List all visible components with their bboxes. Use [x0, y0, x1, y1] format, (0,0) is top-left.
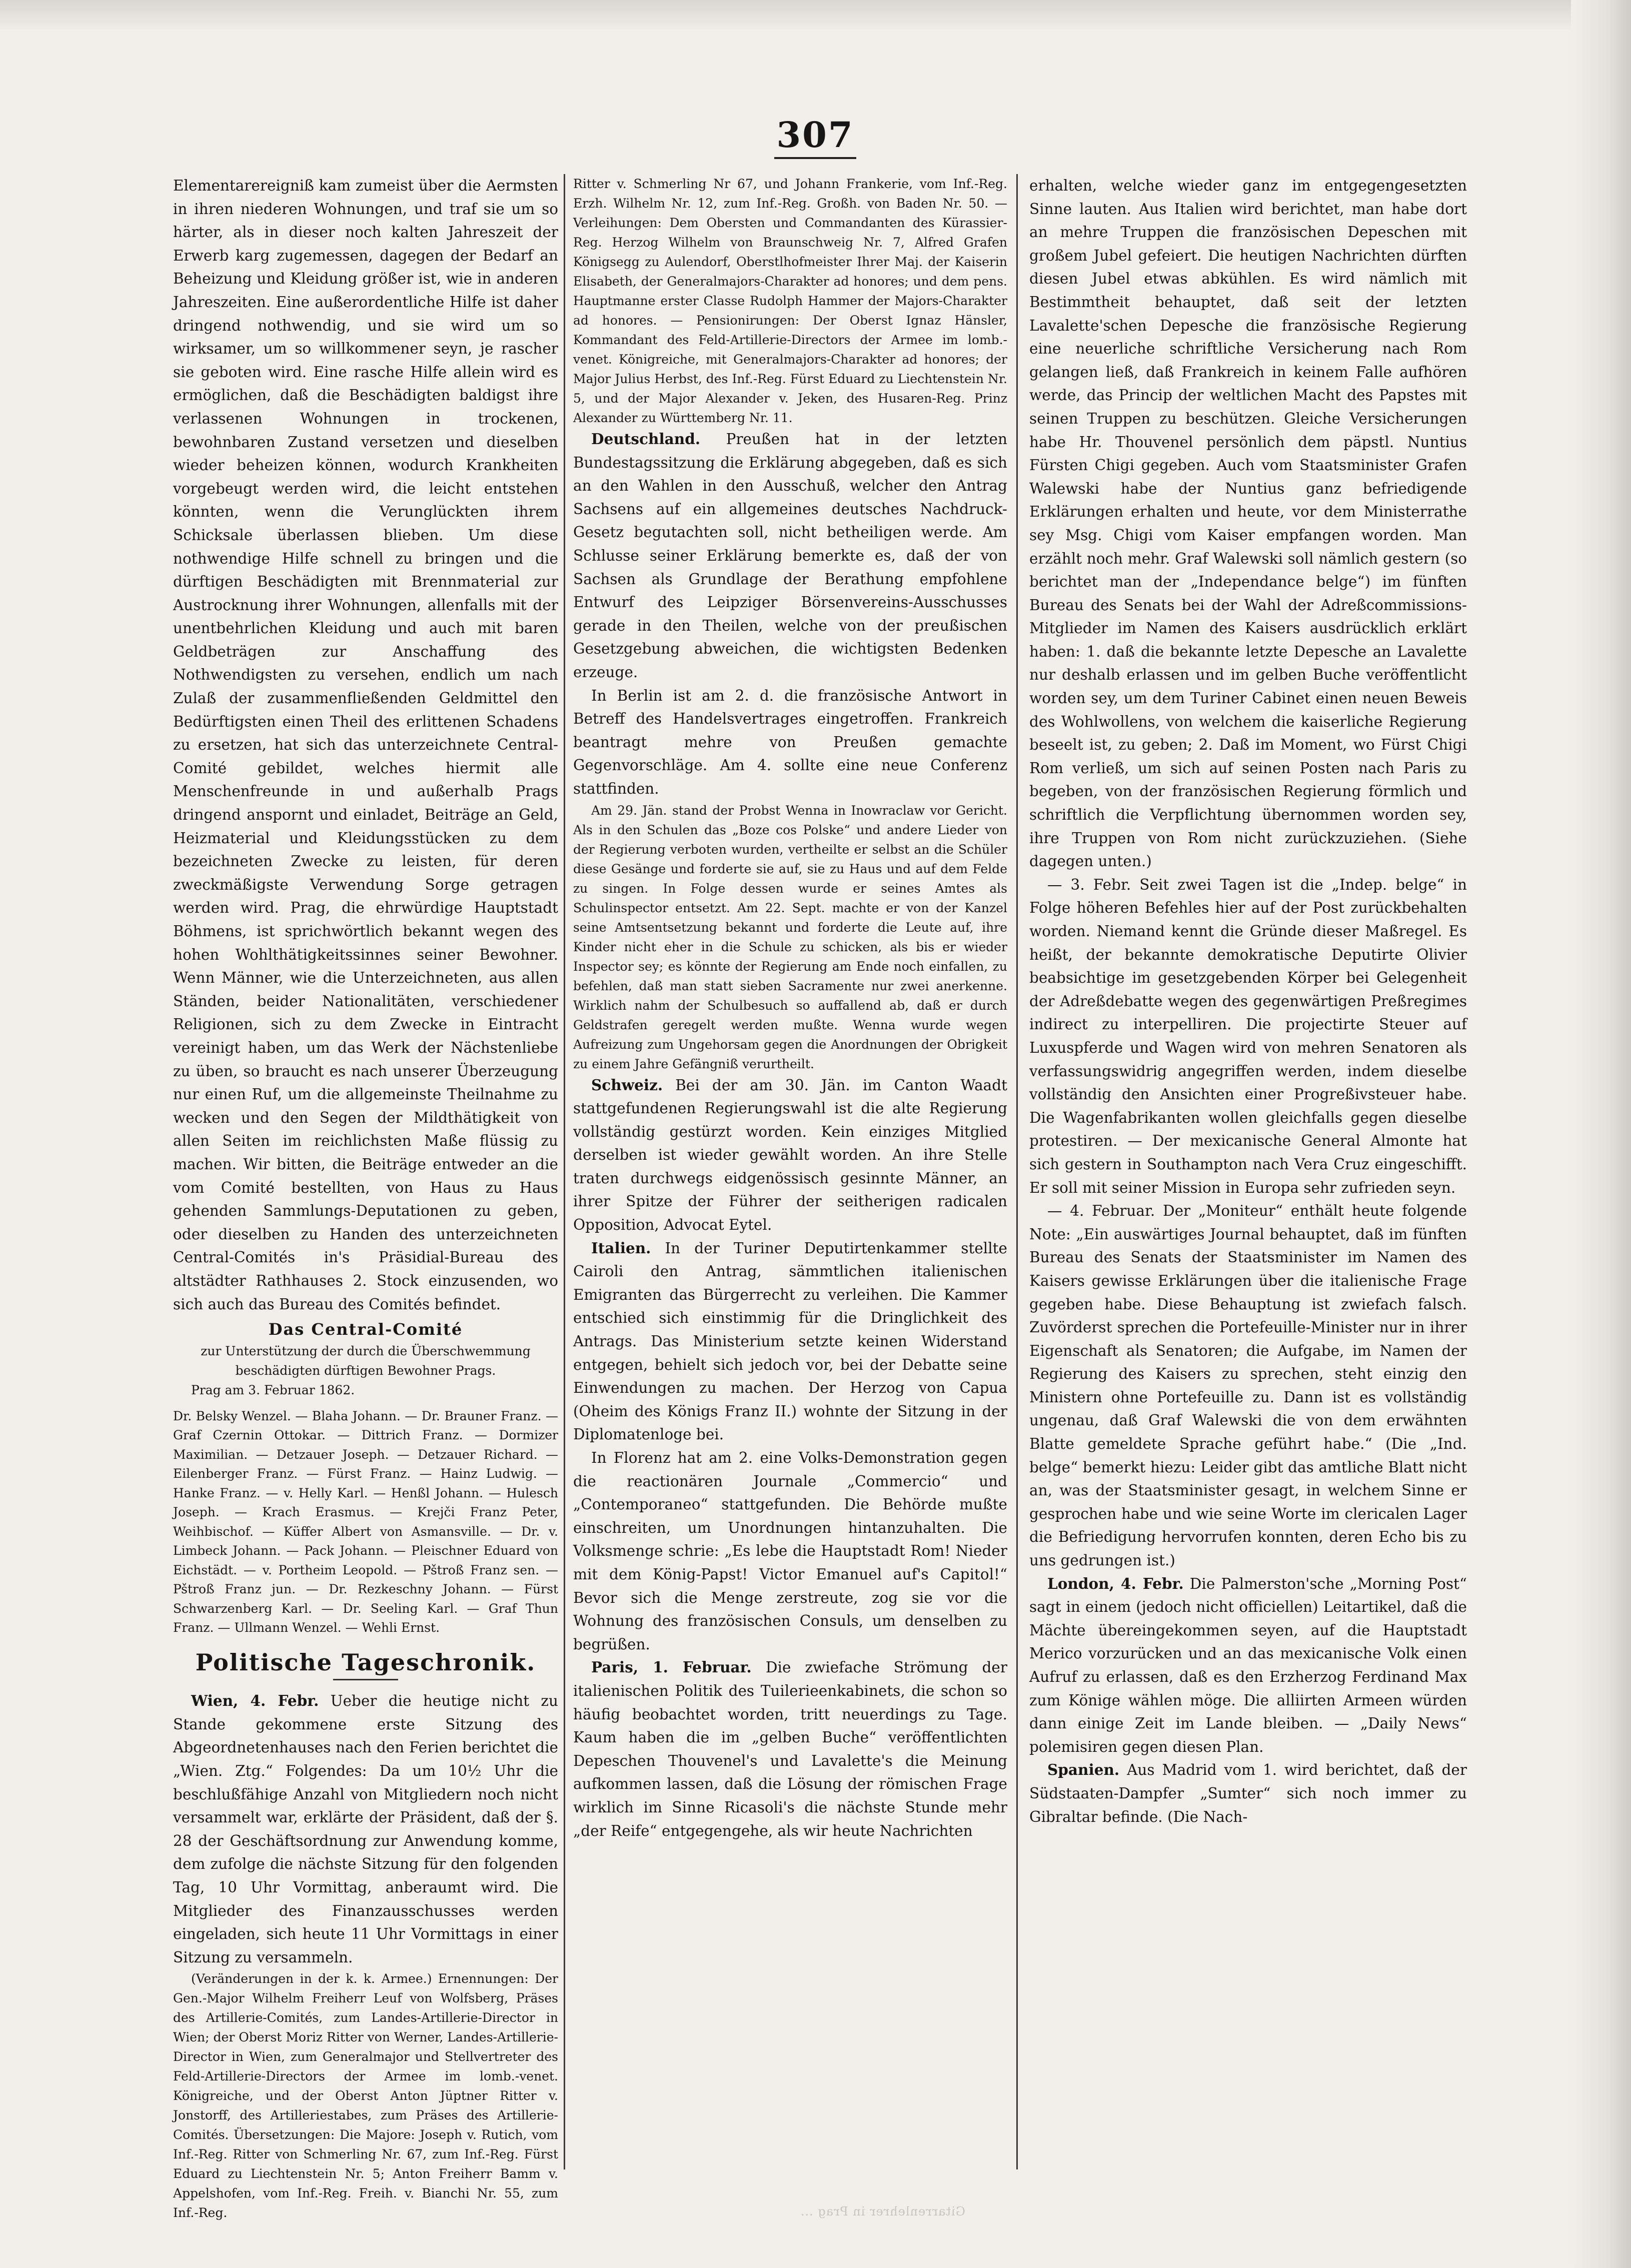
- article-paris-feb3: — 3. Febr. Seit zwei Tagen ist die „Indep. belge“ in Folge höheren Befehles hier auf der Post zurückbehalten worden. Niemand kennt die Gründe dieser Maßregel. Es heißt, der bekannte demokratische Deputirte Olivier beabsichtige im gesetzgebenden Körper bei Gelegenheit der Adreßdebatte wegen des gegenwärtigen Preßregimes indirect zu interpelliren. Die projectirte Steuer auf Luxuspferde und Wagen wird von mehren Senatoren als verfassungswidrig angegriffen werden, indem dieselbe vollständig den Ansichten einer Progreßivsteuer habe. Die Wagenfabrikanten wollen gleichfalls gegen dieselbe protestiren. — Der mexicanische General Almonte hat sich gestern in Southampton nach Vera Cruz eingeschifft. Er soll mit seiner Mission in Europa sehr zufrieden seyn.: [1029, 876, 1467, 1196]
- article-schweiz: [573, 1074, 1007, 1237]
- article-florenz: In Florenz hat am 2. eine Volks-Demonstration gegen die reactionären Journale „Commercio“ und „Contemporaneo“ stattgefunden. Die Behörde mußte einschreiten, um Unordnungen hintanzuhalten. Die Volksmenge schrie: „Es lebe die Hauptstadt Rom! Nieder mit dem König-Papst! Victor Emanuel auf's Capitol!“ Bevor sich die Menge zerstreute, zog sie vor die Wohnung des französischen Consuls, um denselben zu begrüßen.: [573, 1449, 1007, 1653]
- page-top-edge: [0, 0, 1631, 29]
- dateline-wien: Wien, 4. Febr.: [191, 1692, 319, 1710]
- committee-members: Dr. Belsky Wenzel. — Blaha Johann. — Dr. Brauner Franz. — Graf Czernin Ottokar. — Dittrich Franz. — Dormizer Maximilian. — Detzauer Joseph. — Detzauer Richard. — Eilenberger Franz. — Fürst Franz. — Hainz Ludwig. — Hanke Franz. — v. Helly Karl. — Henßl Johann. — Hulesch Joseph. — Krach Erasmus. — Krejči Franz Peter, Weihbischof. — Küffer Albert von Asmansville. — Dr. v. Limbeck Johann. — Pack Johann. — Pleischner Eduard von Eichstädt. — v. Portheim Leopold. — Pštroß Franz sen. — Pštroß Franz jun. — Dr. Rezkeschny Johann. — Fürst Schwarzenberg Karl. — Dr. Seeling Karl. — Graf Thun Franz. — Ullmann Wenzel. — Wehli Ernst.: [173, 1408, 558, 1635]
- article-wien: [173, 1689, 558, 1969]
- dateline-italien: Italien.: [591, 1239, 651, 1257]
- article-schweiz-text: Bei der am 30. Jän. im Canton Waadt stattgefundenen Regierungswahl ist die alte Regierung vollständig gestürzt worden. Kein einziges Mitglied derselben ist wieder gewählt worden. An ihre Stelle traten durchwegs eidgenössisch gesinnte Männer, an ihrer Spitze der Führer der seitherigen radicalen Opposition, Advocat Eytel.: [573, 1076, 1007, 1234]
- page-right-edge: [1571, 0, 1631, 2268]
- article-london-text: Die Palmerston'sche „Morning Post“ sagt in einem (jedoch nicht officiellen) Leitartikel, daß die Mächte übereingekommen seyen, auf die Hauptstadt Merico vorzurücken und an das mexicanische Volk einen Aufruf zu erlassen, daß es den Erzherzog Ferdinand Max zum Könige wählen möge. Die alliirten Armeen würden dann einige Zeit im Lande bleiben. — „Daily News“ polemisiren gegen diesen Plan.: [1029, 1575, 1467, 1755]
- article-berlin: In Berlin ist am 2. d. die französische Antwort in Betreff des Handelsvertrages eingetroffen. Frankreich beantragt mehre von Preußen gemachte Gegenvorschläge. Am 4. sollte eine neue Conferenz stattfinden.: [573, 687, 1007, 797]
- dateline-london: London, 4. Febr.: [1047, 1574, 1184, 1592]
- column-3: [1029, 174, 1467, 2169]
- section-title: Politische Tageschronik.: [173, 1651, 558, 1681]
- article-paris-feb4: — 4. Februar. Der „Moniteur“ enthält heute folgende Note: „Ein auswärtiges Journal behauptet, daß im fünften Bureau des Senats der Staatsminister im Namen des Kaisers gewisse Erklärungen über die italienische Frage gegeben habe. Diese Behauptung ist zwiefach falsch. Zuvörderst sprechen die Portefeuille-Minister nur in ihrer Eigenschaft als Senatoren; die Aufgabe, im Namen der Regierung des Kaisers zu sprechen, steht einzig den Ministern ohne Portefeuille zu. Dann ist es vollständig ungenau, daß Graf Walewski die von dem erwähnten Blatte gemeldete Sprache geführt habe.“ (Die „Ind. belge“ bemerkt hiezu: Leider gibt das amtliche Blatt nicht an, was der Staatsminister gesagt, in welchem Sinne er gesprochen habe und wie seine Worte im clericalen Lager die Befriedigung hervorrufen konnten, deren Echo bis zu uns gedrungen ist.): [1029, 1202, 1467, 1569]
- article-spanien: [1029, 1758, 1467, 1828]
- article-spanien-text: Aus Madrid vom 1. wird berichtet, daß der Südstaaten-Dampfer „Sumter“ sich noch immer zu Gibraltar befinde. (Die Nach-: [1029, 1761, 1467, 1825]
- dateline-deutschland: Deutschland.: [591, 430, 701, 448]
- dateline-paris: Paris, 1. Februar.: [591, 1658, 752, 1676]
- column-1: [173, 174, 558, 2220]
- signature-title: Das Central-Comité: [268, 1320, 463, 1339]
- dateline-spanien: Spanien.: [1047, 1761, 1120, 1779]
- article-italien: [573, 1237, 1007, 1446]
- article-wien-text: Ueber die heutige nicht zu Stande gekommene erste Sitzung des Abgeordnetenhauses nach den Ferien berichtet die „Wien. Ztg.“ Folgendes: Da um 10½ Uhr die beschlußfähige Anzahl von Mitgliedern noch nicht versammelt war, erklärte der Präsident, daß der §. 28 der Geschäftsordnung zur Anwendung komme, dem zufolge die nächste Sitzung für den folgenden Tag, 10 Uhr Vormittag, anberaumt wird. Die Mitglieder des Finanzausschusses werden eingeladen, sich heute 11 Uhr Vormittags in einer Sitzung zu versammeln.: [173, 1692, 558, 1966]
- appeal-paragraph: Elementarereigniß kam zumeist über die Aermsten in ihren niederen Wohnungen, und traf sie um so härter, als in dieser noch kalten Jahreszeit der Erwerb karg zugemessen, dagegen der Bedarf an Beheizung und Kleidung größer ist, wie in anderen Jahreszeiten. Eine außerordentliche Hilfe ist daher dringend nothwendig, und sie wird um so wirksamer, um so willkommener seyn, je rascher sie geboten wird. Eine rasche Hilfe allein wird es ermöglichen, daß die Beschädigten baldigst ihre verlassenen Wohnungen in trockenen, bewohnbaren Zustand versetzen und dieselben wieder beheizen können, wodurch Krankheiten vorgebeugt werden wird, die leicht entstehen könnten, wenn die Verunglückten ihrem Schicksale überlassen blieben. Um diese nothwendige Hilfe schnell zu bringen und die dürftigen Beschädigten mit Brennmaterial zur Austrocknung ihrer Wohnungen, allenfalls mit der unentbehrlichen Kleidung und auch mit baren Geldbeträgen zur Anschaffung des Nothwendigsten zu versehen, endlich um nach Zulaß der zusammenfließenden Geldmittel den Bedürftigsten einen Theil des erlittenen Schadens zu ersetzen, hat sich das unterzeichnete Central-Comité gebildet, welches hiermit alle Menschenfreunde in und außerhalb Prags dringend anspornt und einladet, Beiträge an Geld, Heizmaterial und Kleidungsstücken zu dem bezeichneten Zwecke zu leisten, für deren zweckmäßigste Verwendung Sorge getragen werden wird. Prag, die ehrwürdige Hauptstadt Böhmens, ist sprichwörtlich bekannt wegen des hohen Wohlthätigkeitssinnes seiner Bewohner. Wenn Männer, wie die Unterzeichneten, aus allen Ständen, beider Nationalitäten, verschiedener Religionen, sich zu dem Zwecke in Eintracht vereinigt haben, um das Werk der Nächstenliebe zu üben, so braucht es nach unserer Überzeugung nur einen Ruf, um die allgemeinste Theilnahme zu wecken und den Segen der Mildthätigkeit von allen Seiten im reichlichsten Maße flüssig zu machen. Wir bitten, die Beiträge entweder an die vom Comité bestellten, von Haus zu Haus gehenden Sammlungs-Deputationen zu geben, oder dieselben zu Handen des unterzeichneten Central-Comités in's Präsidial-Bureau des altstädter Rathhauses 2. Stock einzusenden, wo sich auch das Bureau des Comités befindet.: [173, 177, 558, 1313]
- dateline-schweiz: Schweiz.: [591, 1076, 663, 1094]
- article-paris-text: Die zwiefache Strömung der italienischen Politik des Tuilerieenkabinets, die schon so häufig beobachtet worden, tritt neuerdings zu Tage. Kaum haben die im „gelben Buche“ veröffentlichten Depeschen Thouvenel's und Lavalette's die Meinung aufkommen lassen, daß die Lösung der römischen Frage wirklich im Sinne Ricasoli's die nächste Stunde mehr „der Reife“ entgegengehe, als wir heute Nachrichten: [573, 1659, 1007, 1839]
- column-rule-1: [564, 174, 565, 2169]
- column-2: [573, 174, 1007, 2169]
- article-paris-cont: erhalten, welche wieder ganz im entgegengesetzten Sinne lauten. Aus Italien wird berichtet, man habe dort an mehre Truppen die französischen Depeschen mit großem Jubel gefeiert. Die heutigen Nachrichten dürften diesen Jubel etwas abkühlen. Es wird nämlich mit Bestimmtheit behauptet, daß seit der letzten Lavalette'schen Depesche die französische Regierung eine neuerliche schriftliche Versicherung nach Rom gelangen ließ, daß Frankreich in keinem Falle aufhören werde, das Princip der weltlichen Macht des Papstes mit seinen Truppen zu beschützen. Gleiche Versicherungen habe Hr. Thouvenel persönlich dem päpstl. Nuntius Fürsten Chigi gegeben. Auch vom Staatsminister Grafen Walewski habe der Nuntius ganz befriedigende Erklärungen erhalten und heute, vor dem Ministerrathe sey Msg. Chigi vom Kaiser empfangen worden. Man erzählt noch mehr. Graf Walewski soll nämlich gestern (so berichtet man der „Independance belge“) im fünften Bureau des Senats bei der Wahl der Adreßcommissions-Mitglieder im Namen des Kaisers ausdrücklich erklärt haben: 1. daß die bekannte letzte Depesche an Lavalette nur deshalb erlassen und im gelben Buche veröffentlicht worden sey, um dem Turiner Cabinet einen neuen Beweis des Wohlwollens, von welchem die kaiserliche Regierung beseelt ist, zu geben; 2. Daß im Moment, wo Fürst Chigi Rom verließ, um sich auf seinen Posten nach Paris zu begeben, von der französischen Regierung förmlich und schriftlich die Verpflichtung übernommen worden sey, ihre Truppen von Rom nicht zurückzuziehen. (Siehe dagegen unten.): [1029, 177, 1467, 870]
- column-rule-2: [1016, 174, 1018, 2169]
- article-london: [1029, 1572, 1467, 1759]
- article-army-cont: Ritter v. Schmerling Nr 67, und Johann Frankerie, vom Inf.-Reg. Erzh. Wilhelm Nr. 12, zum Inf.-Reg. Großh. von Baden Nr. 50. — Verleihungen: Dem Obersten und Commandanten des Kürassier-Reg. Herzog Wilhelm von Braunschweig Nr. 7, Alfred Grafen Königsegg zu Aulendorf, Oberstlhofmeister Ihrer Maj. der Kaiserin Elisabeth, der Generalmajors-Charakter ad honores; und dem pens. Hauptmanne erster Classe Rudolph Hammer der Majors-Charakter ad honores. — Pensionirungen: Der Oberst Ignaz Hänsler, Kommandant des Feld-Artillerie-Directors der Armee im lomb.-venet. Königreiche, mit Generalmajors-Charakter ad honores; der Major Julius Herbst, des Inf.-Reg. Fürst Eduard zu Liechtenstein Nr. 5, und der Major Alexander v. Jeken, des Husaren-Reg. Prinz Alexander zu Württemberg Nr. 11.: [573, 177, 1007, 425]
- article-deutschland-text: Preußen hat in der letzten Bundestagssitzung die Erklärung abgegeben, daß es sich an den Wahlen in den Ausschuß, welcher den Antrag Sachsens auf ein allgemeines deutsches Nachdruck-Gesetz begutachten soll, nicht betheiligen werde. Am Schlusse seiner Erklärung bemerkte es, daß der von Sachsen als Grundlage der Berathung empfohlene Entwurf des Leipziger Börsenvereins-Ausschusses gerade in den Theilen, welche von der preußischen Gesetzgebung abweichen, die wichtigsten Bedenken erzeuge.: [573, 431, 1007, 681]
- article-inowraclaw: Am 29. Jän. stand der Probst Wenna in Inowraclaw vor Gericht. Als in den Schulen das „Boze cos Polske“ und andere Lieder von der Regierung verboten wurden, vertheilte er selbst an die Schüler diese Gesänge und forderte sie auf, sie zu Haus und auf dem Felde zu singen. In Folge dessen wurde er seines Amtes als Schulinspector entsetzt. Am 22. Sept. machte er von der Kanzel seine Amtsentsetzung bekannt und forderte die Leute auf, ihre Kinder nicht eher in die Schule zu schicken, als bis er wieder Inspector sey; es könnte der Regierung am Ende noch einfallen, zu befehlen, daß man statt sieben Sacramente nur zwei anerkenne. Wirklich nahm der Schulbesuch so auffallend ab, daß er durch Geldstrafen geregelt werden mußte. Wenna wurde wegen Aufreizung zum Ungehorsam gegen die Anordnungen der Obrigkeit zu einem Jahre Gefängniß verurtheilt.: [573, 803, 1007, 1071]
- article-deutschland: [573, 428, 1007, 684]
- bleed-through-text: Gitarrenlehrer in Prag ...: [800, 2204, 965, 2218]
- signature-subtitle: zur Unterstützung der durch die Überschwemmung beschädigten dürftigen Bewohner Prags.: [201, 1343, 531, 1378]
- article-italien-text: In der Turiner Deputirtenkammer stellte Cairoli den Antrag, sämmtlichen italienischen Emigranten das Bürgerrecht zu verleihen. Die Kammer entschied sich einstimmig für die Dringlichkeit des Antrags. Das Ministerium setzte keinen Widerstand entgegen, behielt sich jedoch vor, bei der Debatte seine Einwendungen zu machen. Der Herzog von Capua (Oheim des Königs Franz II.) wohnte der Sitzung in der Diplomatenloge bei.: [573, 1239, 1007, 1443]
- page-number: 307: [770, 114, 860, 156]
- article-paris: [573, 1656, 1007, 1842]
- signature-date: Prag am 3. Februar 1862.: [191, 1382, 355, 1397]
- article-army: (Veränderungen in der k. k. Armee.) Ernennungen: Der Gen.-Major Wilhelm Freiherr Leuf von Wolfsberg, Präses des Artillerie-Comités, zum Landes-Artillerie-Director in Wien; der Oberst Moriz Ritter von Werner, Landes-Artillerie-Director in Wien, zum Generalmajor und Stellvertreter des Feld-Artillerie-Directors der Armee im lomb.-venet. Königreiche, und der Oberst Anton Jüptner Ritter v. Jonstorff, des Artilleriestabes, zum Präses des Artillerie-Comités. Übersetzungen: Die Majore: Joseph v. Rutich, vom Inf.-Reg. Ritter von Schmerling Nr. 67, zum Inf.-Reg. Fürst Eduard zu Liechtenstein Nr. 5; Anton Freiherr Bamm v. Appelshofen, vom Inf.-Reg. Freih. v. Bianchi Nr. 55, zum Inf.-Reg.: [173, 1971, 558, 2220]
